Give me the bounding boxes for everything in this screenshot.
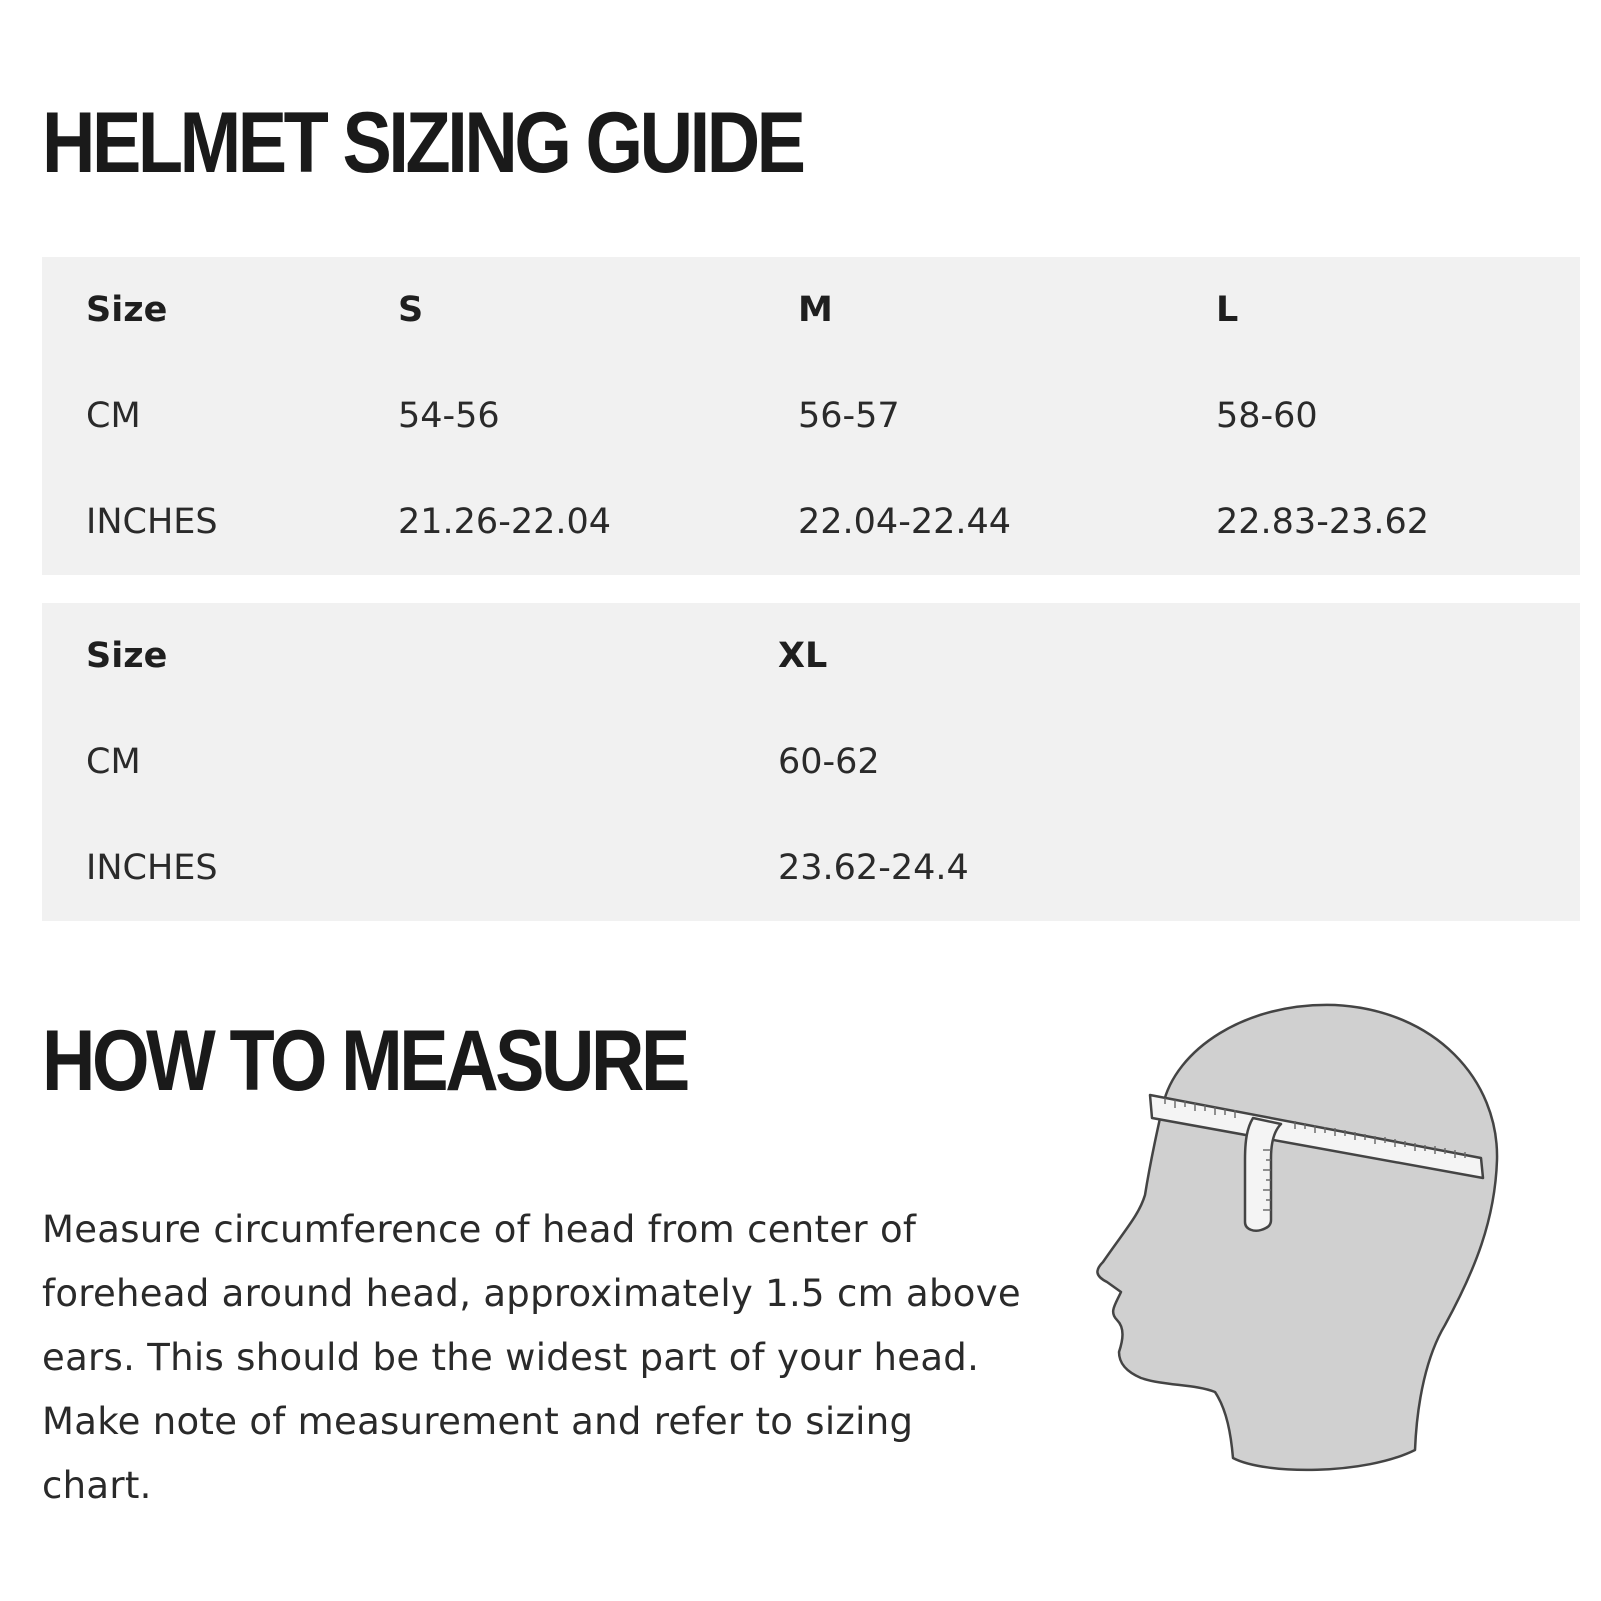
inches-value-s: 21.26-22.04	[398, 502, 612, 542]
measure-instructions: Measure circumference of head from center of forehead around head, approximately 1.5 cm above ears. This should be the widest part of your head. Make note of measurement and refer to sizing chart.	[42, 1208, 1021, 1507]
inches-value-xl: 23.62-24.4	[778, 848, 969, 888]
head-measuring-tape-icon	[1095, 1000, 1535, 1500]
inches-value-l: 22.83-23.62	[1216, 502, 1430, 542]
row-label-cm: CM	[86, 742, 141, 782]
size-header-label: Size	[86, 290, 168, 330]
inches-value-m: 22.04-22.44	[798, 502, 1012, 542]
size-header-xl: XL	[778, 636, 828, 676]
row-label-inches: INCHES	[86, 848, 218, 888]
size-header-label: Size	[86, 636, 168, 676]
how-to-measure-title: HOW TO MEASURE	[42, 1013, 687, 1109]
size-table-small-to-large	[42, 257, 1580, 575]
cm-value-l: 58-60	[1216, 396, 1318, 436]
cm-value-xl: 60-62	[778, 742, 880, 782]
head-silhouette	[1097, 1005, 1497, 1470]
row-label-inches: INCHES	[86, 502, 218, 542]
cm-value-m: 56-57	[798, 396, 900, 436]
size-header-s: S	[398, 290, 424, 330]
row-label-cm: CM	[86, 396, 141, 436]
size-header-l: L	[1216, 290, 1239, 330]
size-header-m: M	[798, 290, 833, 330]
cm-value-s: 54-56	[398, 396, 500, 436]
page-title: HELMET SIZING GUIDE	[42, 95, 803, 191]
size-table-extra-large	[42, 603, 1580, 921]
